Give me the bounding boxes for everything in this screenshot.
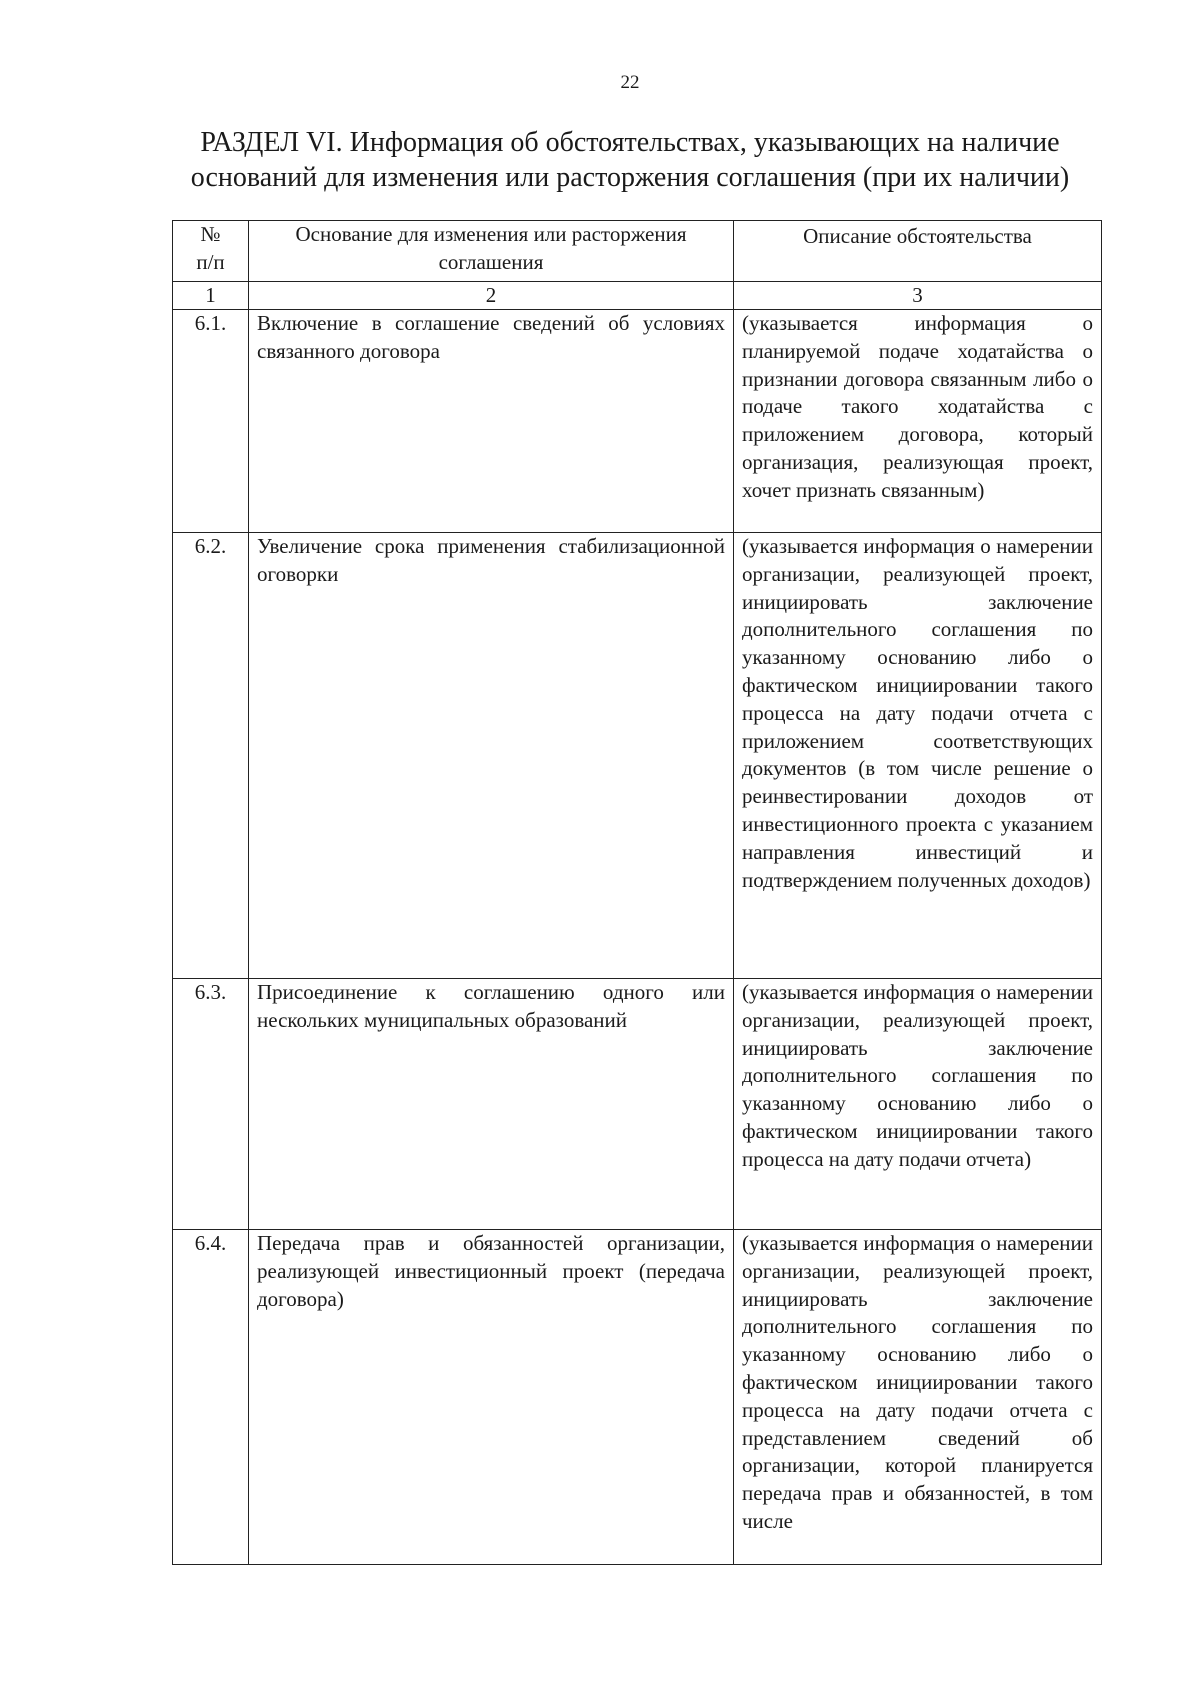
section-title-line-1: РАЗДЕЛ VI. Информация об обстоятельствах, указывающих на наличие xyxy=(200,127,1060,158)
row-description: (указывается информация о намерении организации, реализующей проект, инициировать заключение дополнительного соглашения по указанному основанию либо о фактическом инициировании такого процесса на дату подачи отчета) xyxy=(734,979,1102,1230)
row-number: 6.3. xyxy=(173,979,249,1230)
row-basis: Включение в соглашение сведений об условиях связанного договора xyxy=(249,310,734,533)
page-number: 22 xyxy=(620,72,640,93)
row-basis: Передача прав и обязанностей организации, реализующей инвестиционный проект (передача договора) xyxy=(249,1230,734,1565)
row-description: (указывается информация о планируемой подаче ходатайства о признании договора связанным либо о подаче такого ходатайства с приложением договора, который организация, реализующая проект, хочет признать связанным) xyxy=(734,310,1102,533)
header-number-abbr: п/п xyxy=(196,249,225,274)
row-description: (указывается информация о намерении организации, реализующей проект, инициировать заключение дополнительного соглашения по указанному основанию либо о фактическом инициировании такого процесса на дату подачи отчета с представлением сведений об организации, которой планируется передача прав и обязанностей, в том числе xyxy=(734,1230,1102,1565)
header-basis: Основание для изменения или расторжения соглашения xyxy=(249,221,734,282)
table-row xyxy=(173,310,1102,533)
header-description: Описание обстоятельства xyxy=(734,221,1102,282)
row-number: 6.2. xyxy=(173,533,249,979)
row-description: (указывается информация о намерении организации, реализующей проект, инициировать заключение дополнительного соглашения по указанному основанию либо о фактическом инициировании такого процесса на дату подачи отчета с приложением соответствующих документов (в том числе решение о реинвестировании доходов от инвестиционного проекта с указанием направления инвестиций и подтверждением полученных доходов) xyxy=(734,533,1102,979)
section-title-line-2: оснований для изменения или расторжения соглашения (при их наличии) xyxy=(190,162,1070,193)
row-basis: Увеличение срока применения стабилизационной оговорки xyxy=(249,533,734,979)
row-basis: Присоединение к соглашению одного или нескольких муниципальных образований xyxy=(249,979,734,1230)
table-row xyxy=(173,979,1102,1230)
table-header-row xyxy=(173,221,1102,282)
circumstances-table xyxy=(172,220,1102,1565)
table-row xyxy=(173,1230,1102,1565)
section-title xyxy=(150,125,1110,195)
column-index-row xyxy=(173,282,1102,310)
row-number: 6.4. xyxy=(173,1230,249,1565)
table-row xyxy=(173,533,1102,979)
header-number xyxy=(173,221,249,282)
column-index-1: 1 xyxy=(173,282,249,310)
column-index-2: 2 xyxy=(249,282,734,310)
header-number-symbol: № xyxy=(200,222,221,246)
column-index-3: 3 xyxy=(734,282,1102,310)
row-number: 6.1. xyxy=(173,310,249,533)
